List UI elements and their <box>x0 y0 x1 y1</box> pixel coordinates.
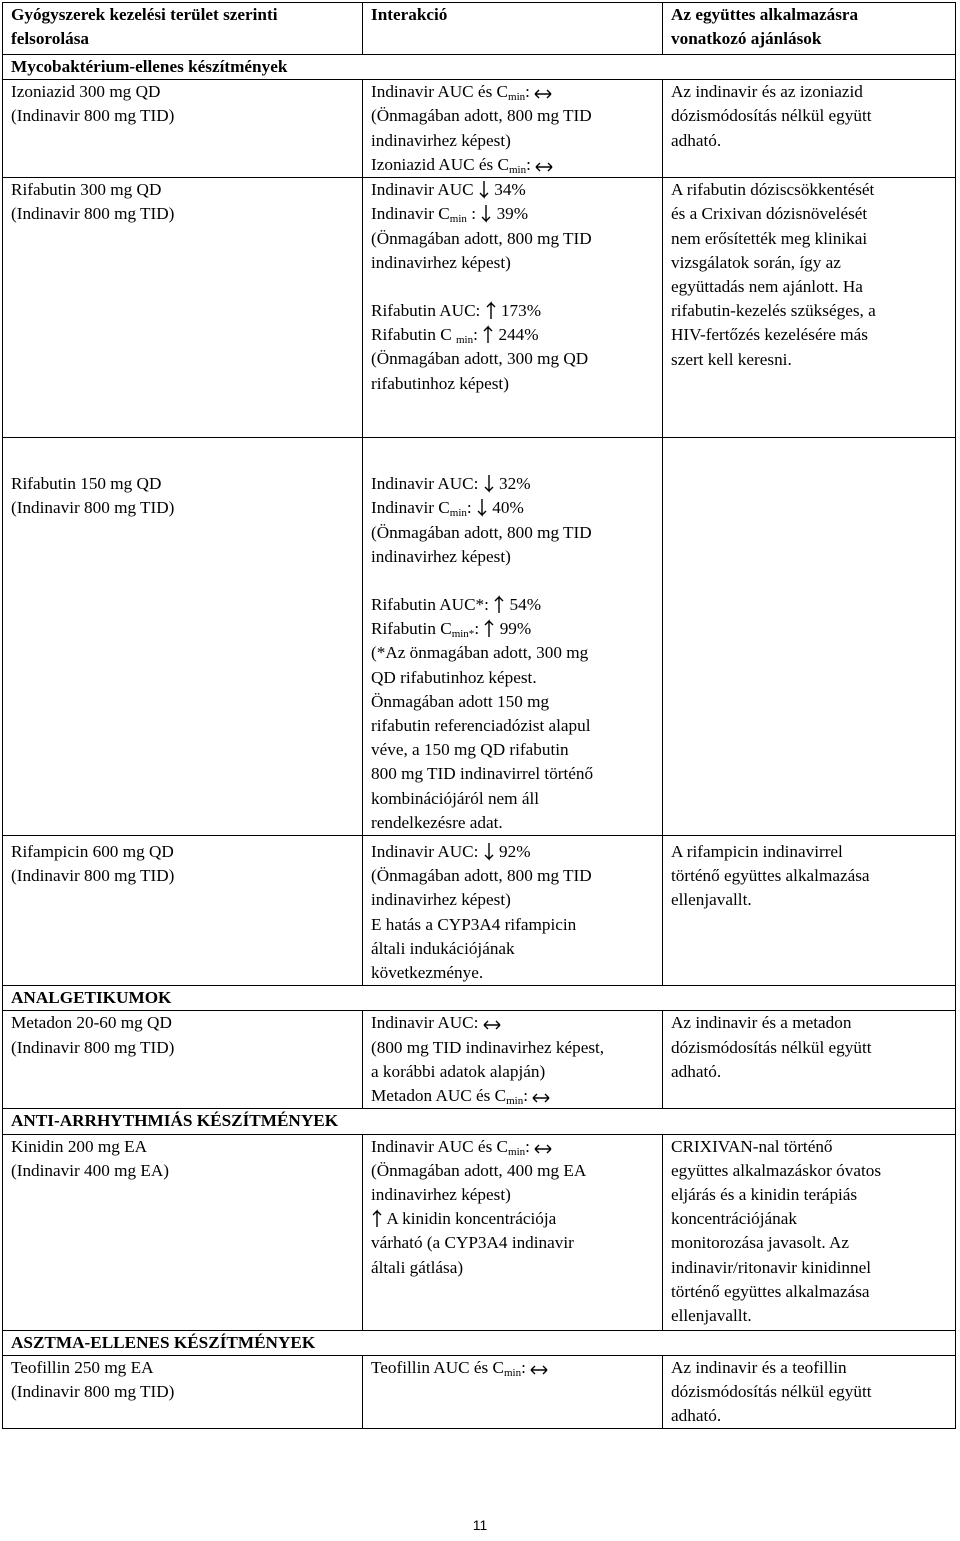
double-headed-arrow-icon <box>483 1011 501 1035</box>
drug-cell: Metadon 20-60 mg QD (Indinavir 800 mg TID) <box>3 1011 363 1109</box>
down-arrow-icon <box>483 840 495 864</box>
table-header-row <box>3 3 956 55</box>
recommendation-cell: A rifabutin dóziscsökkentését és a Crixivan dózisnövelését nem erősítették meg klinikai vizsgálatok során, így az együttadás nem ajánlott. Ha rifabutin-kezelés szükséges, a HIV-fertőzés kezelésére más szert kell keresni. <box>663 178 956 438</box>
double-headed-arrow-icon <box>532 1084 550 1108</box>
section-row <box>3 1109 956 1134</box>
recommendation-cell: CRIXIVAN-nal történő együttes alkalmazáskor óvatos eljárás és a kinidin terápiás koncentrációjának monitorozása javasolt. Az indinavir/ritonavir kinidinnel történő együttes alkalmazása ellenjavallt. <box>663 1134 956 1330</box>
interaction-cell: Indinavir AUC és $C_{min}$: (Önmagában adott, 800 mg TID indinavirhez képest) Izoniazid AUC és $C_{min}$: <box>363 80 663 178</box>
interaction-cell: Indinavir AUC: 32% Indinavir $C_{min}$: 40% (Önmagában adott, 800 mg TID indinavirhez képest) Rifabutin AUC*: 54% Rifabutin $C_{min*}$: 99% (*Az önmagában adott, 300 mg QD rifabutinhoz képest. Önmagában adott 150 mg rifabutin referenciadózist alapul véve, a 150 mg QD rifabutin 800 mg TID indinavirrel történő kombinációjáról nem áll rendelkezésre adat. <box>363 438 663 836</box>
down-arrow-icon <box>480 202 492 226</box>
interaction-cell: Indinavir AUC: 92% (Önmagában adott, 800 mg TID indinavirhez képest) E hatás a CYP3A4 rifampicin általi indukációjának következménye. <box>363 836 663 986</box>
table-row <box>3 178 956 438</box>
table-row <box>3 1011 956 1109</box>
section-row <box>3 986 956 1011</box>
drug-cell: Kinidin 200 mg EA (Indinavir 400 mg EA) <box>3 1134 363 1330</box>
section-heading-asthma: ASZTMA-ELLENES KÉSZÍTMÉNYEK <box>3 1330 956 1355</box>
header-col-interaction: Interakció <box>363 3 663 55</box>
interaction-cell: Indinavir AUC 34% Indinavir $C_{min}$ : 39% (Önmagában adott, 800 mg TID indinavirhez képest) Rifabutin AUC: 173% Rifabutin C $_{min}$: 244% (Önmagában adott, 300 mg QD rifabutinhoz képest) <box>363 178 663 438</box>
down-arrow-icon <box>476 496 488 520</box>
down-arrow-icon <box>478 178 490 202</box>
up-arrow-icon <box>482 323 494 347</box>
drug-cell: Rifampicin 600 mg QD (Indinavir 800 mg TID) <box>3 836 363 986</box>
section-row <box>3 1330 956 1355</box>
drug-cell: Teofillin 250 mg EA (Indinavir 800 mg TID) <box>3 1355 363 1429</box>
table-row <box>3 438 956 836</box>
page-number: 11 <box>472 1517 488 1533</box>
section-heading-myco: Mycobaktérium-ellenes készítmények <box>3 55 956 80</box>
drug-cell: Rifabutin 300 mg QD (Indinavir 800 mg TID) <box>3 178 363 438</box>
double-headed-arrow-icon <box>535 153 553 177</box>
recommendation-cell: A rifampicin indinavirrel történő együttes alkalmazása ellenjavallt. <box>663 836 956 986</box>
recommendation-cell <box>663 438 956 836</box>
up-arrow-icon <box>483 617 495 641</box>
recommendation-cell: Az indinavir és a metadon dózismódosítás nélkül együtt adható. <box>663 1011 956 1109</box>
table-row <box>3 1355 956 1429</box>
interaction-cell: Teofillin AUC és $C_{min}$: <box>363 1355 663 1429</box>
up-arrow-icon <box>371 1207 383 1231</box>
table-row <box>3 1134 956 1330</box>
recommendation-cell: Az indinavir és a teofillin dózismódosítás nélkül együtt adható. <box>663 1355 956 1429</box>
section-heading-antiarrhythmias: ANTI-ARRHYTHMIÁS KÉSZÍTMÉNYEK <box>3 1109 956 1134</box>
table-row <box>3 80 956 178</box>
interaction-table <box>2 2 956 1429</box>
section-row <box>3 55 956 80</box>
recommendation-cell: Az indinavir és az izoniazid dózismódosítás nélkül együtt adható. <box>663 80 956 178</box>
interaction-cell: Indinavir AUC és $C_{min}$: (Önmagában adott, 400 mg EA indinavirhez képest) A kinidin koncentrációja várható (a CYP3A4 indinavir általi gátlása) <box>363 1134 663 1330</box>
header-col-recommendation: Az együttes alkalmazásra vonatkozó ajánlások <box>663 3 956 55</box>
drug-cell: Rifabutin 150 mg QD (Indinavir 800 mg TID) <box>3 438 363 836</box>
table-row <box>3 836 956 986</box>
drug-cell: Izoniazid 300 mg QD (Indinavir 800 mg TID) <box>3 80 363 178</box>
down-arrow-icon <box>483 472 495 496</box>
section-heading-analgetikumok: ANALGETIKUMOK <box>3 986 956 1011</box>
double-headed-arrow-icon <box>530 1356 548 1380</box>
double-headed-arrow-icon <box>534 80 552 104</box>
header-col-drugs: Gyógyszerek kezelési terület szerinti felsorolása <box>3 3 363 55</box>
double-headed-arrow-icon <box>534 1135 552 1159</box>
interaction-cell: Indinavir AUC: (800 mg TID indinavirhez képest, a korábbi adatok alapján) Metadon AUC és $C_{min}$: <box>363 1011 663 1109</box>
up-arrow-icon <box>493 593 505 617</box>
up-arrow-icon <box>485 299 497 323</box>
